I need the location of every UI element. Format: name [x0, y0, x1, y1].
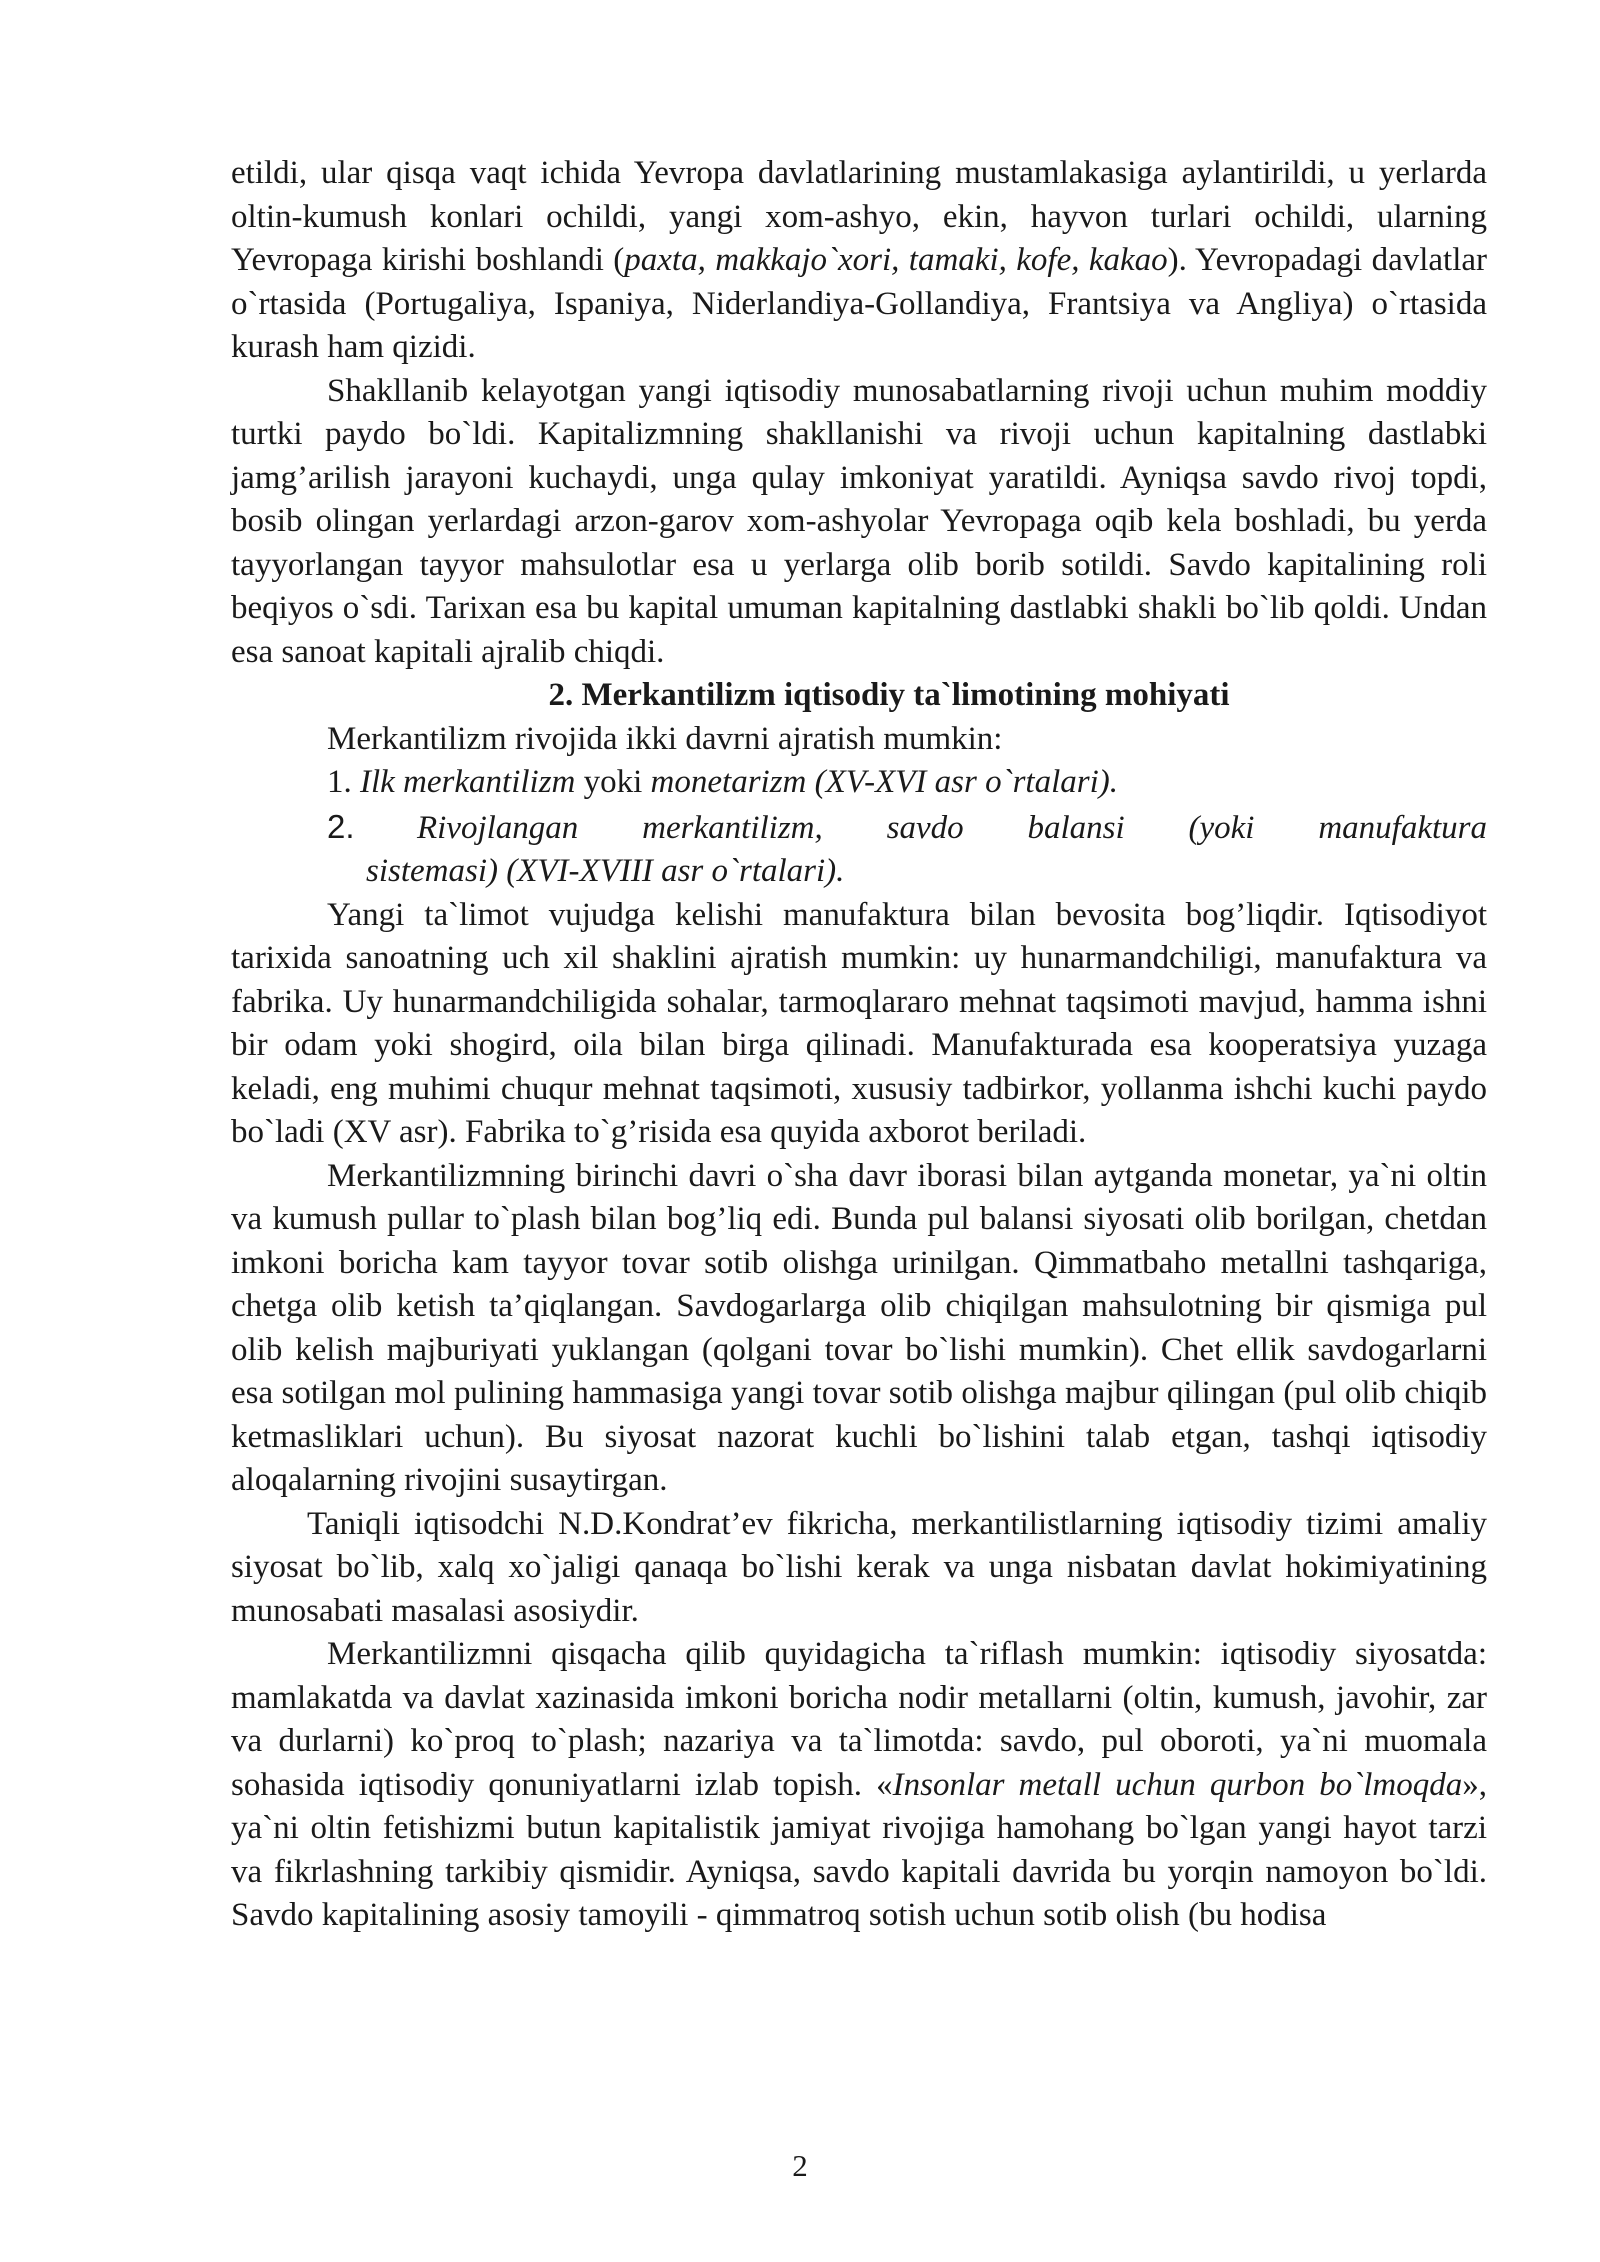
paragraph-2: Shakllanib kelayotgan yangi iqtisodiy munosabatlarning rivoji uchun muhim moddiy turtki paydo bo`ldi. Kapitalizmning shakllanishi va rivoji uchun kapitalning dastlabki jamg’arilish jarayoni kuchaydi, unga qulay imkoniyat yaratildi. Ayniqsa savdo rivoj topdi, bosib olingan yerlardagi arzon-garov xom-ashyolar Yevropaga oqib kela boshladi, bu yerda tayyorlangan tayyor mahsulotlar esa u yerlarga olib borib sotildi. Savdo kapitalining roli beqiyos o`sdi. Tarixan esa bu kapital umuman kapitalning dastlabki shakli bo`lib qoldi. Undan esa sanoat kapitali ajralib chiqdi.: [231, 372, 1487, 670]
paragraph-4: Merkantilizmning birinchi davri o`sha davr iborasi bilan aytganda monetar, ya`ni oltin va kumush pullar to`plash bilan bog’liq edi. Bunda pul balansi siyosati olib borilgan, chetdan imkoni boricha kam tayyor tovar sotib olishga urinilgan. Qimmatbaho metallni tashqariga, chetga olib ketish ta’qiqlangan. Savdogarlarga olib chiqilgan mahsulotning bir qismiga pul olib kelish majburiyati yuklangan (qolgani tovar bo`lishi mumkin). Chet ellik savdogarlarni esa sotilgan mol pulining hammasiga yangi tovar sotib olishga majbur qilingan (pul olib chiqib ketmasliklari uchun). Bu siyosat nazorat kuchli bo`lishini talab etgan, tashqi iqtisodiy aloqalarning rivojini susaytirgan.: [231, 1157, 1487, 1498]
list-item-1-term: Ilk merkantilizm: [360, 764, 576, 800]
paragraph-6-text-end: », ya`ni oltin fetishizmi butun kapitalistik jamiyat rivojiga hamohang bo`lgan yangi hayot tarzi va fikrlashning tarkibiy qismidir. Ayniqsa, savdo kapitali davrida bu yorqin namoyon bo`ldi. Savdo kapitalining asosiy tamoyili - qimmatroq sotish uchun sotib olish (bu hodisa: [231, 1766, 1487, 1933]
paragraph-1-italic: paxta, makkajo`xori, tamaki, kofe, kakao: [624, 242, 1168, 278]
list-item-2-number: 2.: [327, 807, 355, 845]
paragraph-1-text-end: ). Yevropadagi davlatlar o`rtasida (Portugaliya, Ispaniya, Niderlandiya-Gollandiya, Frantsiya va Angliya) o`rtasida kurash ham qizidi.: [231, 242, 1488, 365]
list-item-2-term: Rivojlangan merkantilizm, savdo balansi (yoki manufaktura: [417, 809, 1487, 846]
paragraph-5: Taniqli iqtisodchi N.D.Kondrat’ev fikricha, merkantilistlarning iqtisodiy tizimi amaliy siyosat bo`lib, xalq xo`jaligi qanaqa bo`lishi kerak va unga nisbatan davlat hokimiyatining munosabati masalasi asosiydir.: [231, 1505, 1487, 1629]
list-item-1-conj: yoki: [575, 764, 651, 800]
paragraph-6-italic: Insonlar metall uchun qurbon bo`lmoqda: [892, 1766, 1463, 1803]
section-heading: 2. Merkantilizm iqtisodiy ta`limotining mohiyati: [548, 677, 1230, 713]
paragraph-1: [231, 152, 1487, 370]
page-number: 2: [792, 2148, 808, 2183]
document-page: [231, 152, 1487, 1938]
list-item-2-desc: sistemasi) (XVI-XVIII asr o`rtalari).: [366, 853, 845, 889]
list-item-2-continuation: [231, 850, 1487, 894]
paragraph-3: Yangi ta`limot vujudga kelishi manufaktura bilan bevosita bog’liqdir. Iqtisodiyot tarixida sanoatning uch xil shaklini ajratish mumkin: uy hunarmandchiligi, manufaktura va fabrika. Uy hunarmandchiligida sohalar, tarmoqlararo mehnat taqsimoti mavjud, hamma ishni bir odam yoki shogird, oila bilan birga qilinadi. Manufakturada esa kooperatsiya yuzaga keladi, eng muhimi chuqur mehnat taqsimoti, xususiy tadbirkor, yollanma ishchi kuchi paydo bo`ladi (XV asr). Fabrika to`g’risida esa quyida axborot beriladi.: [231, 896, 1487, 1150]
paragraph-6-text: Merkantilizmni qisqacha qilib quyidagicha ta`riflash mumkin: iqtisodiy siyosatda: mamlakatda va davlat xazinasida imkoni boricha nodir metallarni (oltin, kumush, javohir, zar va durlarni) ko`proq to`plash; nazariya va ta`limotda: savdo, pul oboroti, ya`ni muomala sohasida iqtisodiy qonuniyatlarni izlab topish. «: [231, 1636, 1487, 1803]
list-item-1-desc: monetarizm (XV-XVI asr o`rtalari).: [650, 764, 1119, 800]
list-item-1-number: 1.: [327, 764, 360, 800]
list-intro: Merkantilizm rivojida ikki davrni ajratish mumkin:: [327, 720, 1003, 757]
paragraph-6: [231, 1633, 1487, 1938]
list-item-1: [231, 761, 1487, 805]
paragraph-1-text: etildi, ular qisqa vaqt ichida Yevropa davlatlarining mustamlakasiga aylantirildi, u yerlarda oltin-kumush konlari ochildi, yangi xom-ashyo, ekin, hayvon turlari ochildi, ularning Yevropaga kirishi boshlandi (: [231, 155, 1487, 278]
list-item-2: [231, 805, 1487, 851]
